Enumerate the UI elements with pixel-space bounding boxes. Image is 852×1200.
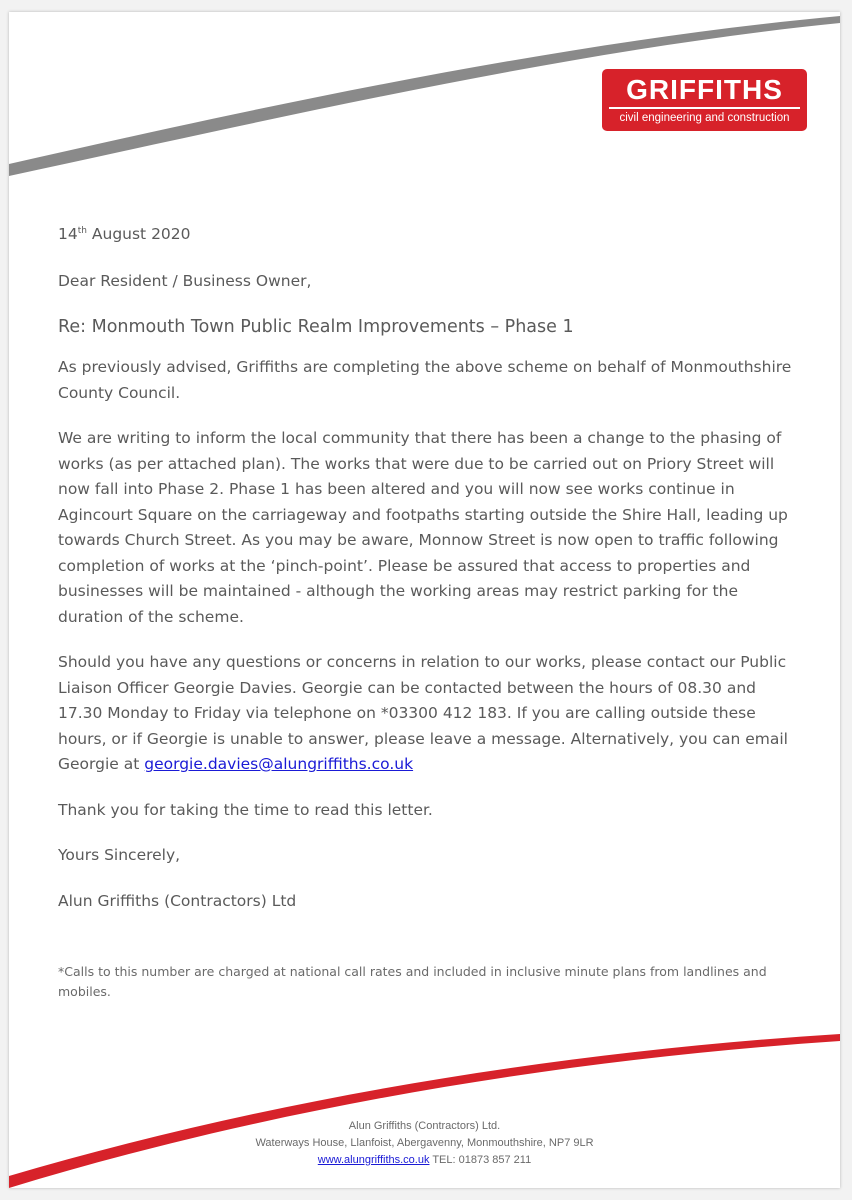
footer-company-name: Alun Griffiths (Contractors) Ltd. bbox=[348, 1120, 501, 1132]
thanks-line: Thank you for taking the time to read this letter. bbox=[58, 800, 433, 819]
contact-text: Should you have any questions or concerns in relation to our works, please contact our Public Liaison Officer Georgie Davies. Georgie can be contacted between the hours of 08.30 and 17.30 Monday to Friday via telephone on *03300 412 183. If you are calling outside these hours, or if Georgie is unable to answer, please leave a message. Alternatively, you can email Georgie at bbox=[58, 653, 788, 773]
footer-contact-line bbox=[9, 1152, 840, 1169]
email-link[interactable]: georgie.davies@alungriffiths.co.uk bbox=[144, 755, 414, 773]
footer-swoosh-graphic bbox=[9, 12, 840, 1188]
date-suffix: th bbox=[77, 225, 87, 236]
call-charges-footnote: *Calls to this number are charged at national call rates and included in inclusive minute plans from landlines and mobiles. bbox=[58, 964, 767, 999]
paragraph-phasing: We are writing to inform the local community that there has been a change to the phasing of works (as per attached plan). The works that were due to be carried out on Priory Street will now fall into Phase 2. Phase 1 has been altered and you will now see works continue in Agincourt Square on the carriageway and footpaths starting outside the Shire Hall, leading up towards Church Street. As you may be aware, Monnow Street is now open to traffic following completion of works at the ‘pinch-point’. Please be assured that access to properties and businesses will be maintained - although the working areas may restrict parking for the duration of the scheme. bbox=[58, 429, 788, 626]
paragraph-intro: As previously advised, Griffiths are completing the above scheme on behalf of Monmouthshire County Council. bbox=[58, 358, 792, 402]
salutation: Dear Resident / Business Owner, bbox=[58, 271, 312, 290]
logo-title: GRIFFITHS bbox=[626, 74, 783, 105]
date-day: 14 bbox=[58, 225, 78, 243]
signature: Alun Griffiths (Contractors) Ltd bbox=[58, 891, 297, 910]
subject-line: Re: Monmouth Town Public Realm Improvements – Phase 1 bbox=[58, 317, 574, 337]
logo-subtitle: civil engineering and construction bbox=[619, 112, 790, 124]
letter-page bbox=[9, 12, 840, 1188]
company-footer bbox=[9, 1118, 840, 1169]
closing-line: Yours Sincerely, bbox=[58, 846, 181, 864]
footer-address: Waterways House, Llanfoist, Abergavenny, Monmouthshire, NP7 9LR bbox=[255, 1137, 594, 1149]
footer-telephone: TEL: 01873 857 211 bbox=[429, 1154, 532, 1166]
date-month-year: August 2020 bbox=[86, 225, 191, 243]
website-link[interactable]: www.alungriffiths.co.uk bbox=[317, 1154, 430, 1166]
